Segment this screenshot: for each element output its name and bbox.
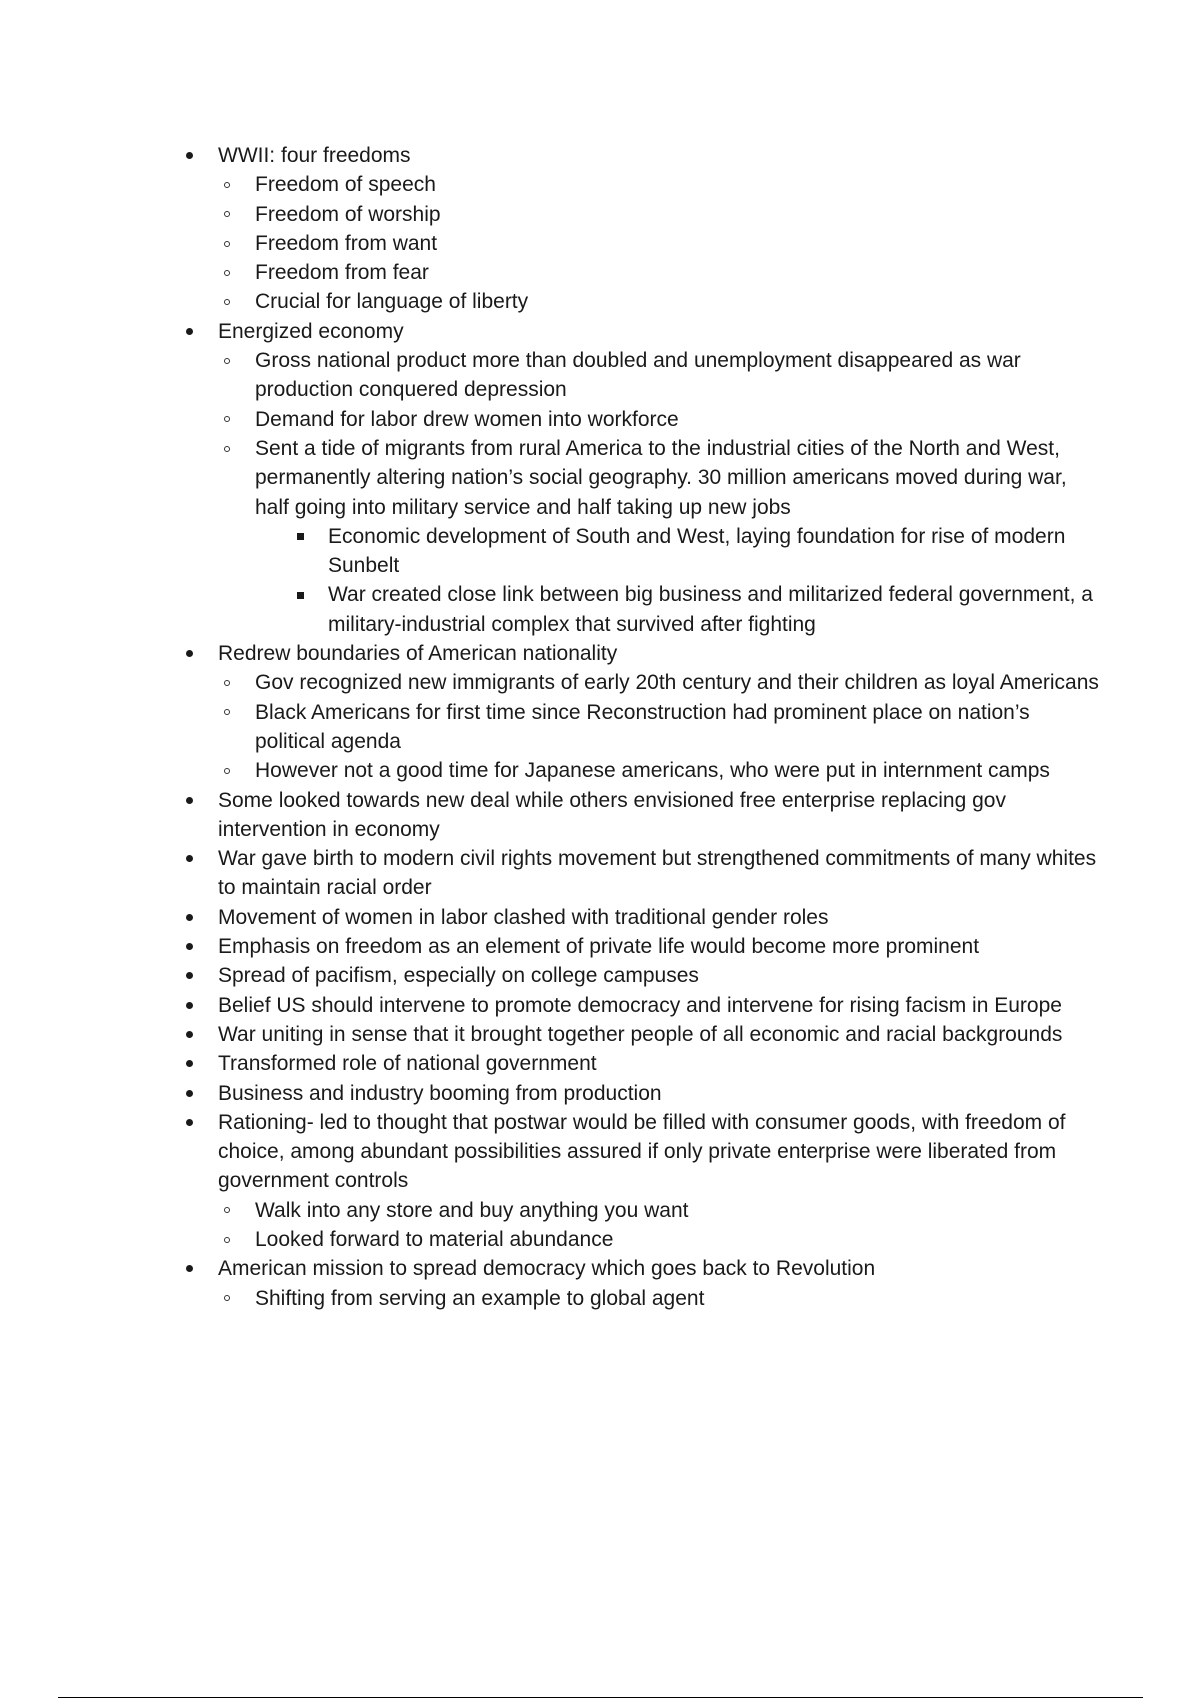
list-item-text: Business and industry booming from production <box>218 1081 662 1105</box>
list-item-text: Black Americans for first time since Reconstruction had prominent place on nation’s political agenda <box>255 700 1030 753</box>
sub-list <box>182 1284 1102 1313</box>
bullet-circle-icon <box>220 698 234 727</box>
list-item-text: WWII: four freedoms <box>218 144 411 167</box>
list-item-text: Economic development of South and West, laying foundation for rise of modern Sunbelt <box>328 524 1066 578</box>
list-item-level-1 <box>182 991 1102 1020</box>
bullet-circle-icon <box>220 405 234 434</box>
list-item-text: War uniting in sense that it brought together people of all economic and racial backgrounds <box>218 1022 1063 1046</box>
bullet-disc-icon <box>182 1049 196 1078</box>
list-item-level-1 <box>182 903 1102 932</box>
bullet-disc-icon <box>182 1020 196 1049</box>
list-item-level-1 <box>182 961 1102 990</box>
bullet-circle-icon <box>220 229 234 258</box>
bullet-list <box>182 141 1102 1313</box>
list-item-text: Freedom from fear <box>255 261 429 285</box>
list-item-level-1 <box>182 844 1102 903</box>
list-item-level-1 <box>182 932 1102 961</box>
list-item-level-1 <box>182 1254 1102 1283</box>
list-item-level-2 <box>182 434 1102 522</box>
list-item-text: Belief US should intervene to promote democracy and intervene for rising facism in Europe <box>218 993 1062 1017</box>
list-item-text: Transformed role of national government <box>218 1052 597 1076</box>
bullet-disc-icon <box>182 961 196 990</box>
bullet-circle-icon <box>220 1284 234 1313</box>
bullet-circle-icon <box>220 434 234 463</box>
bullet-disc-icon <box>182 317 196 346</box>
list-item-level-2 <box>182 756 1102 785</box>
list-item-text: War gave birth to modern civil rights movement but strengthened commitments of many whites to maintain racial order <box>218 847 1097 900</box>
bullet-disc-icon <box>182 786 196 815</box>
list-item-text: American mission to spread democracy which goes back to Revolution <box>218 1257 876 1281</box>
bullet-circle-icon <box>220 1225 234 1254</box>
list-item-text: Redrew boundaries of American nationality <box>218 642 618 666</box>
list-item-text: Gross national product more than doubled and unemployment disappeared as war production conquered depression <box>255 349 1021 402</box>
bullet-disc-icon <box>182 844 196 873</box>
list-item-text: Some looked towards new deal while others envisioned free enterprise replacing gov intervention in economy <box>218 788 1006 841</box>
list-item-level-2 <box>182 170 1102 199</box>
bullet-disc-icon <box>182 932 196 961</box>
bullet-circle-icon <box>220 1196 234 1225</box>
bullet-disc-icon <box>182 991 196 1020</box>
list-item-text: Rationing- led to thought that postwar would be filled with consumer goods, with freedom of choice, among abundant possibilities assured if only private enterprise were liberated from government controls <box>218 1110 1066 1193</box>
bullet-disc-icon <box>182 1108 196 1137</box>
list-item-text: However not a good time for Japanese americans, who were put in internment camps <box>255 759 1050 783</box>
bullet-square-icon <box>293 580 307 609</box>
bullet-disc-icon <box>182 903 196 932</box>
list-item-level-1 <box>182 1020 1102 1049</box>
page-bottom-rule <box>58 1697 1143 1698</box>
bullet-circle-icon <box>220 200 234 229</box>
list-item-level-3 <box>182 522 1102 581</box>
bullet-circle-icon <box>220 346 234 375</box>
list-item-level-2 <box>182 668 1102 697</box>
list-item-level-2 <box>182 405 1102 434</box>
list-item-text: Emphasis on freedom as an element of private life would become more prominent <box>218 935 980 959</box>
bullet-disc-icon <box>182 1079 196 1108</box>
list-item-level-2 <box>182 287 1102 316</box>
sub-list <box>182 1196 1102 1255</box>
list-item-text: Shifting from serving an example to global agent <box>255 1286 705 1310</box>
bullet-disc-icon <box>182 639 196 668</box>
list-item-text: Freedom from want <box>255 231 438 255</box>
list-item-level-2 <box>182 346 1102 405</box>
list-item-text: Walk into any store and buy anything you want <box>255 1198 689 1222</box>
list-item-level-2 <box>182 1284 1102 1313</box>
list-item-text: War created close link between big business and militarized federal government, a military-industrial complex that survived after fighting <box>328 583 1093 636</box>
list-item-text: Movement of women in labor clashed with traditional gender roles <box>218 905 829 929</box>
bullet-circle-icon <box>220 170 234 199</box>
list-item-level-1 <box>182 141 1102 170</box>
bullet-disc-icon <box>182 1254 196 1283</box>
list-item-level-1 <box>182 639 1102 668</box>
list-item-level-1 <box>182 1049 1102 1078</box>
bullet-square-icon <box>293 522 307 551</box>
list-item-level-2 <box>182 200 1102 229</box>
list-item-level-1 <box>182 317 1102 346</box>
list-item-level-2 <box>182 698 1102 757</box>
bullet-circle-icon <box>220 287 234 316</box>
list-item-text: Crucial for language of liberty <box>255 290 529 314</box>
sub-list <box>182 668 1102 785</box>
list-item-text: Energized economy <box>218 319 404 343</box>
list-item-text: Freedom of speech <box>255 173 436 197</box>
list-item-text: Sent a tide of migrants from rural America to the industrial cities of the North and West, permanently altering nation’s social geography. 30 million americans moved during war, half going into military service and half taking up new jobs <box>255 436 1067 519</box>
list-item-level-1 <box>182 1079 1102 1108</box>
list-item-text: Spread of pacifism, especially on college campuses <box>218 964 699 988</box>
list-item-level-1 <box>182 786 1102 845</box>
list-item-level-3 <box>182 580 1102 639</box>
list-item-level-1 <box>182 1108 1102 1196</box>
list-item-level-2 <box>182 1225 1102 1254</box>
list-item-level-2 <box>182 258 1102 287</box>
bullet-circle-icon <box>220 258 234 287</box>
sub-list <box>182 170 1102 316</box>
sub-list <box>182 522 1102 639</box>
bullet-disc-icon <box>182 141 196 170</box>
sub-list <box>182 346 1102 639</box>
list-item-text: Freedom of worship <box>255 202 441 226</box>
list-item-text: Looked forward to material abundance <box>255 1227 614 1251</box>
list-item-level-2 <box>182 229 1102 258</box>
list-item-text: Gov recognized new immigrants of early 20th century and their children as loyal Americans <box>255 671 1099 695</box>
bullet-circle-icon <box>220 756 234 785</box>
list-item-level-2 <box>182 1196 1102 1225</box>
list-item-text: Demand for labor drew women into workforce <box>255 407 679 431</box>
bullet-circle-icon <box>220 668 234 697</box>
